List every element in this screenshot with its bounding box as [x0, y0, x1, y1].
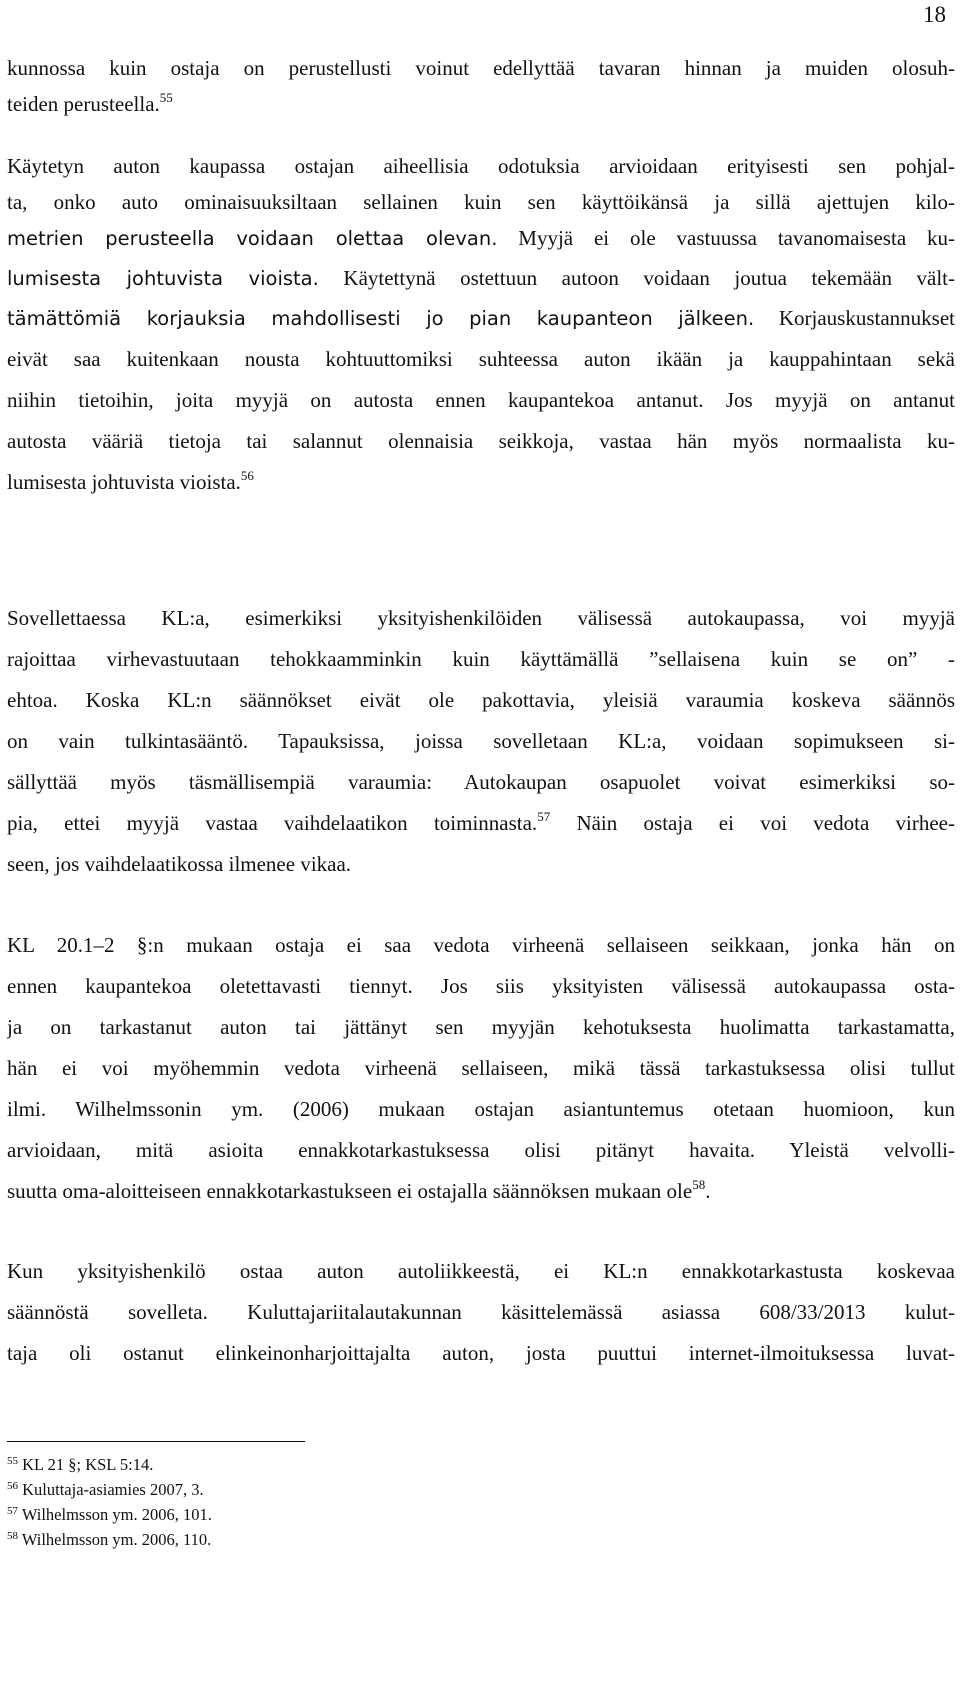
text-line: suutta oma-aloitteiseen ennakkotarkastukseen ei ostajalla säännöksen mukaan ole$^{58}$. [7, 1177, 711, 1203]
text-line: KL 20.1–2 §:n mukaan ostaja ei saa vedota virheenä sellaiseen seikkaan, jonka hän on [7, 933, 955, 957]
text-line: Käytetyn auton kaupassa ostajan aiheellisia odotuksia arvioidaan erityisesti sen pohjal- [7, 154, 955, 178]
text-line: on vain tulkintasääntö. Tapauksissa, joissa sovelletaan KL:a, voidaan sopimukseen si- [7, 729, 955, 753]
page-number: 18 [923, 2, 946, 27]
footnote-55: $^{55}$ KL 21 §; KSL 5:14. [7, 1455, 154, 1474]
footnote-ref-56: 56 [240, 468, 254, 483]
text-line: rajoittaa virhevastuutaan tehokkaamminkin kuin käyttämällä ”sellaisena kuin se on” - [7, 647, 955, 671]
text-line: teiden perusteella.$^{55}$ [7, 90, 173, 116]
text-line: Kun yksityishenkilö ostaa auton autoliikkeestä, ei KL:n ennakkotarkastusta koskevaa [7, 1259, 955, 1283]
text-line: arvioidaan, mitä asioita ennakkotarkastuksessa olisi pitänyt havaita. Yleistä velvolli- [7, 1138, 955, 1162]
text-line: lumisesta johtuvista vioista.$^{56}$ [7, 468, 254, 494]
text-line: ja on tarkastanut auton tai jättänyt sen myyjän kehotuksesta huolimatta tarkastamatta, [7, 1015, 955, 1039]
footnote-ref-57: 57 [537, 809, 551, 824]
footnote-ref-55: 55 [159, 90, 173, 105]
text-line: ennen kaupantekoa oletettavasti tiennyt. Jos siis yksityisten välisessä autokaupassa osta- [7, 974, 955, 998]
text-line: pia, ettei myyjä vastaa vaihdelaatikon toiminnasta.$^{57}$ Näin ostaja ei voi vedota virhee- [7, 809, 955, 835]
text-line: metrien perusteella voidaan olettaa olevan. Myyjä ei ole vastuussa tavanomaisesta ku- [7, 226, 955, 250]
text-line: sällyttää myös täsmällisempiä varaumia: Autokaupan osapuolet voivat esimerkiksi so- [7, 770, 955, 794]
text-line: ehtoa. Koska KL:n säännökset eivät ole pakottavia, yleisiä varaumia koskeva säännös [7, 688, 955, 712]
footnote-56: $^{56}$ Kuluttaja-asiamies 2007, 3. [7, 1480, 204, 1499]
footnote-separator [7, 1441, 305, 1442]
text-line: eivät saa kuitenkaan nousta kohtuuttomiksi suhteessa auton ikään ja kauppahintaan sekä [7, 347, 955, 371]
text-line: hän ei voi myöhemmin vedota virheenä sellaiseen, mikä tässä tarkastuksessa olisi tullut [7, 1056, 955, 1080]
footnote-57: $^{57}$ Wilhelmsson ym. 2006, 101. [7, 1505, 212, 1524]
text-line: säännöstä sovelleta. Kuluttajariitalautakunnan käsittelemässä asiassa 608/33/2013 kulut- [7, 1300, 955, 1324]
footnote-ref-58: 58 [692, 1177, 706, 1192]
text-line: autosta vääriä tietoja tai salannut olennaisia seikkoja, vastaa hän myös normaalista ku- [7, 429, 955, 453]
text-line: niihin tietoihin, joita myyjä on autosta ennen kaupantekoa antanut. Jos myyjä on antanut [7, 388, 955, 412]
text-line: lumisesta johtuvista vioista. Käytettynä ostettuun autoon voidaan joutua tekemään vält- [7, 266, 955, 290]
text-line: taja oli ostanut elinkeinonharjoittajalta auton, josta puuttui internet-ilmoituksessa luvat- [7, 1341, 955, 1365]
text-line: ta, onko auto ominaisuuksiltaan sellainen kuin sen käyttöikänsä ja sillä ajettujen kilo- [7, 190, 955, 214]
text-line: Sovellettaessa KL:a, esimerkiksi yksityishenkilöiden välisessä autokaupassa, voi myyjä [7, 606, 955, 630]
text-line: tämättömiä korjauksia mahdollisesti jo pian kaupanteon jälkeen. Korjauskustannukset [7, 306, 955, 330]
text-line: seen, jos vaihdelaatikossa ilmenee vikaa. [7, 852, 352, 876]
footnote-58: $^{58}$ Wilhelmsson ym. 2006, 110. [7, 1530, 212, 1549]
text-line: kunnossa kuin ostaja on perustellusti voinut edellyttää tavaran hinnan ja muiden olosuh- [7, 56, 955, 80]
text-line: ilmi. Wilhelmssonin ym. (2006) mukaan ostajan asiantuntemus otetaan huomioon, kun [7, 1097, 955, 1121]
